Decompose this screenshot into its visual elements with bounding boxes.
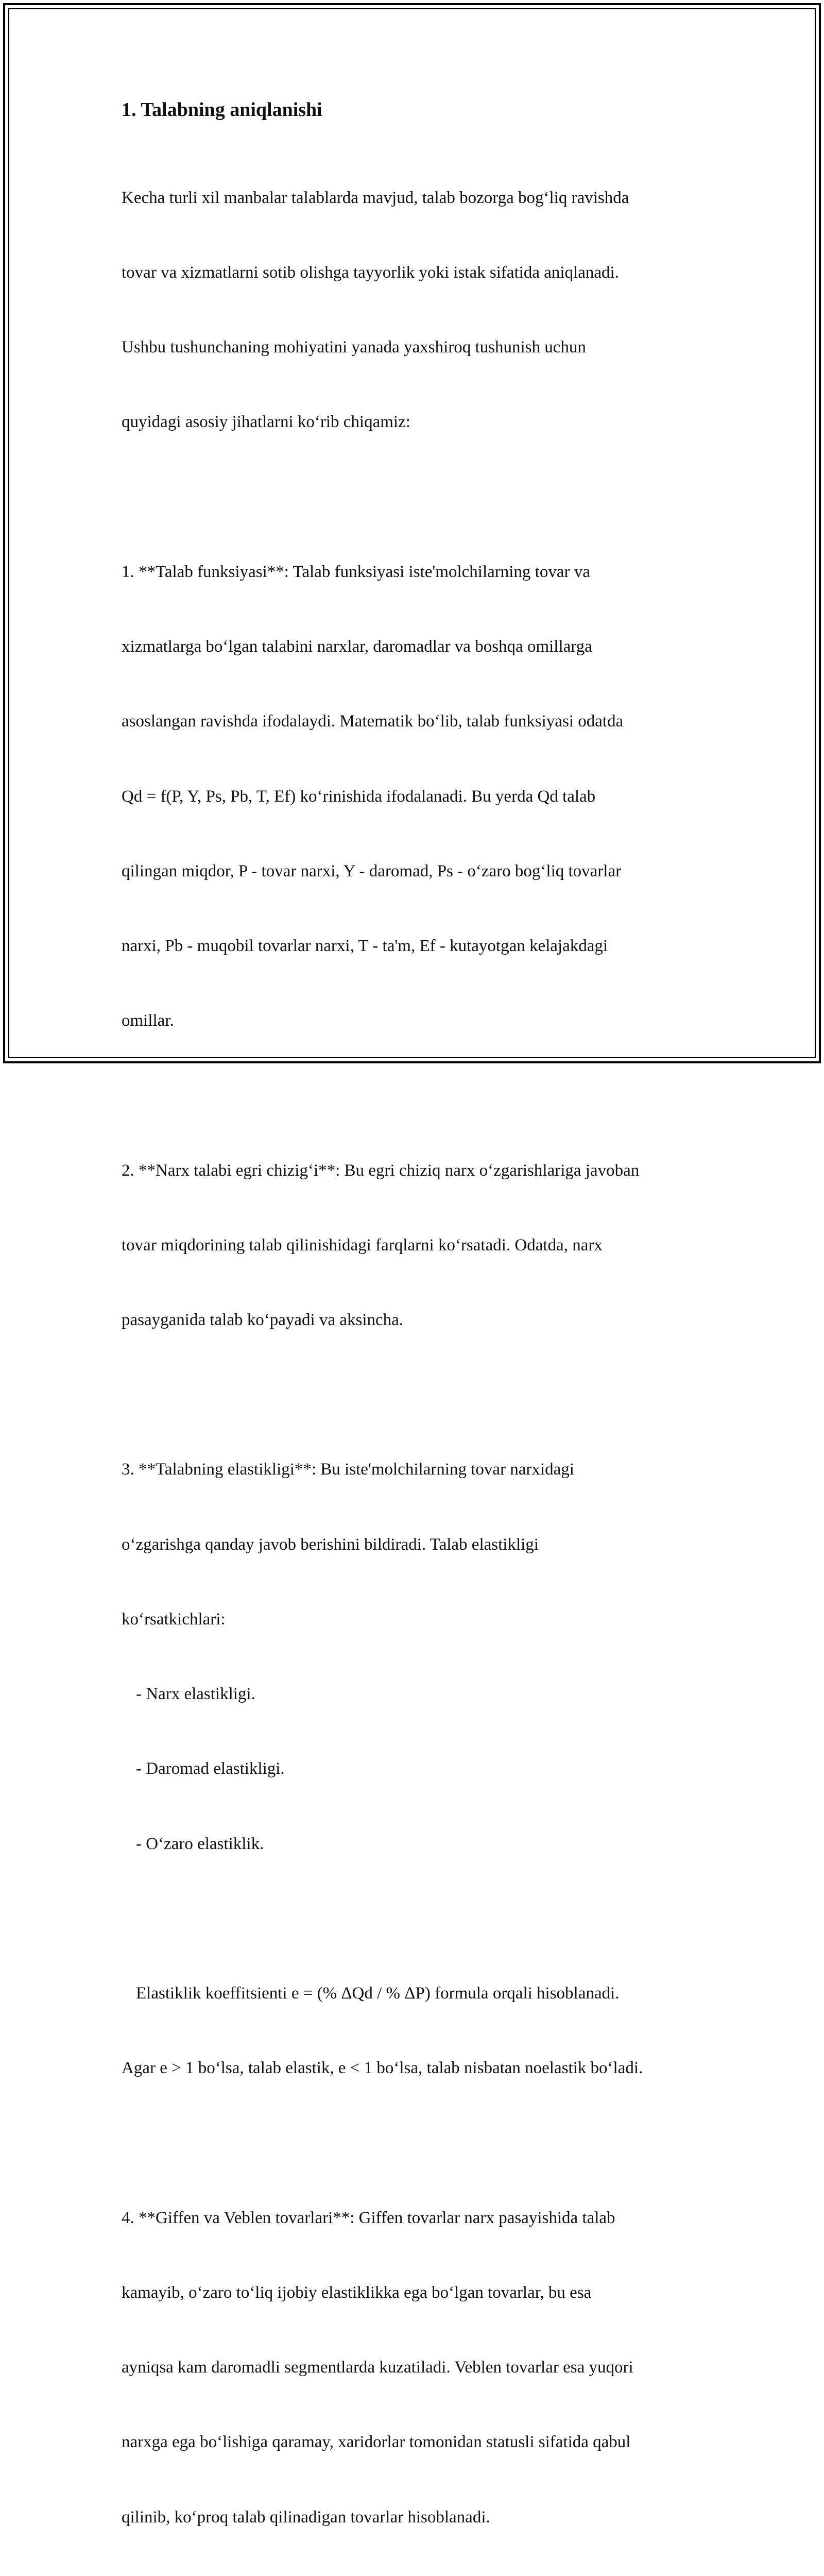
text-line: 3. **Talabning elastikligi**: Bu iste'molchilarning tovar narxidagi [122, 1460, 574, 1479]
text-line: Elastiklik koeffitsienti e = (% ΔQd / % ΔP) formula orqali hisoblanadi. [136, 1984, 620, 2003]
text-line: 1. **Talab funksiyasi**: Talab funksiyasi iste'molchilarning tovar va [122, 562, 590, 581]
demand-curve-paragraph [122, 1108, 714, 1382]
text-line: narxga ega bo‘lishiga qaramay, xaridorlar tomonidan statusli sifatida qabul [122, 2433, 631, 2452]
list-item: - O‘zaro elastiklik. [136, 1834, 264, 1853]
text-line: o‘zgarishga qanday javob berishini bildiradi. Talab elastikligi [122, 1535, 539, 1554]
text-line: kamayib, o‘zaro to‘liq ijobiy elastiklikka ega bo‘lgan tovarlar, bu esa [122, 2283, 592, 2302]
text-line: ayniqsa kam daromadli segmentlarda kuzatiladi. Veblen tovarlar esa yuqori [122, 2358, 633, 2377]
text-line: tovar va xizmatlarni sotib olishga tayyorlik yoki istak sifatida aniqlanadi. [122, 263, 619, 282]
demand-function-paragraph [122, 510, 714, 1083]
text-line: Kecha turli xil manbalar talablarda mavjud, talab bozorga bog‘liq ravishda [122, 188, 629, 207]
section-title: 1. Talabning aniqlanishi [122, 99, 322, 121]
list-item: - Narx elastikligi. [136, 1685, 255, 1704]
text-line: Qd = f(P, Y, Ps, Pb, T, Ef) ko‘rinishida ifodalanadi. Bu yerda Qd talab [122, 787, 596, 806]
text-line: ko‘rsatkichlari: [122, 1609, 226, 1629]
giffen-veblen-paragraph [122, 2156, 714, 2576]
intro-paragraph [122, 135, 714, 485]
text-line: narxi, Pb - muqobil tovarlar narxi, T - ta'm, Ef - kutayotgan kelajakdagi [122, 936, 608, 955]
text-line: pasayganida talab ko‘payadi va aksincha. [122, 1311, 404, 1330]
document-body [122, 93, 714, 2576]
text-line: tovar miqdorining talab qilinishidagi farqlarni ko‘rsatadi. Odatda, narx [122, 1235, 603, 1255]
text-line: Agar e > 1 bo‘lsa, talab elastik, e < 1 bo‘lsa, talab nisbatan noelastik bo‘ladi. [122, 2059, 643, 2078]
text-line: quyidagi asosiy jihatlarni ko‘rib chiqamiz: [122, 413, 410, 432]
text-line: 2. **Narx talabi egri chizig‘i**: Bu egri chiziq narx o‘zgarishlariga javoban [122, 1161, 640, 1180]
text-line: qilinib, ko‘proq talab qilinadigan tovarlar hisoblanadi. [122, 2507, 490, 2527]
text-line: Ushbu tushunchaning mohiyatini yanada yaxshiroq tushunish uchun [122, 338, 586, 357]
text-line: xizmatlarga bo‘lgan talabini narxlar, daromadlar va boshqa omillarga [122, 637, 592, 656]
list-item: - Daromad elastikligi. [136, 1759, 285, 1778]
text-line: 4. **Giffen va Veblen tovarlari**: Giffen tovarlar narx pasayishida talab [122, 2208, 615, 2227]
elasticity-formula-paragraph [122, 1931, 714, 2130]
text-line: asoslangan ravishda ifodalaydi. Matematik bo‘lib, talab funksiyasi odatda [122, 712, 624, 731]
text-line: qilingan miqdor, P - tovar narxi, Y - daromad, Ps - o‘zaro bog‘liq tovarlar [122, 861, 622, 880]
text-line: omillar. [122, 1011, 174, 1030]
elasticity-paragraph [122, 1408, 714, 1906]
